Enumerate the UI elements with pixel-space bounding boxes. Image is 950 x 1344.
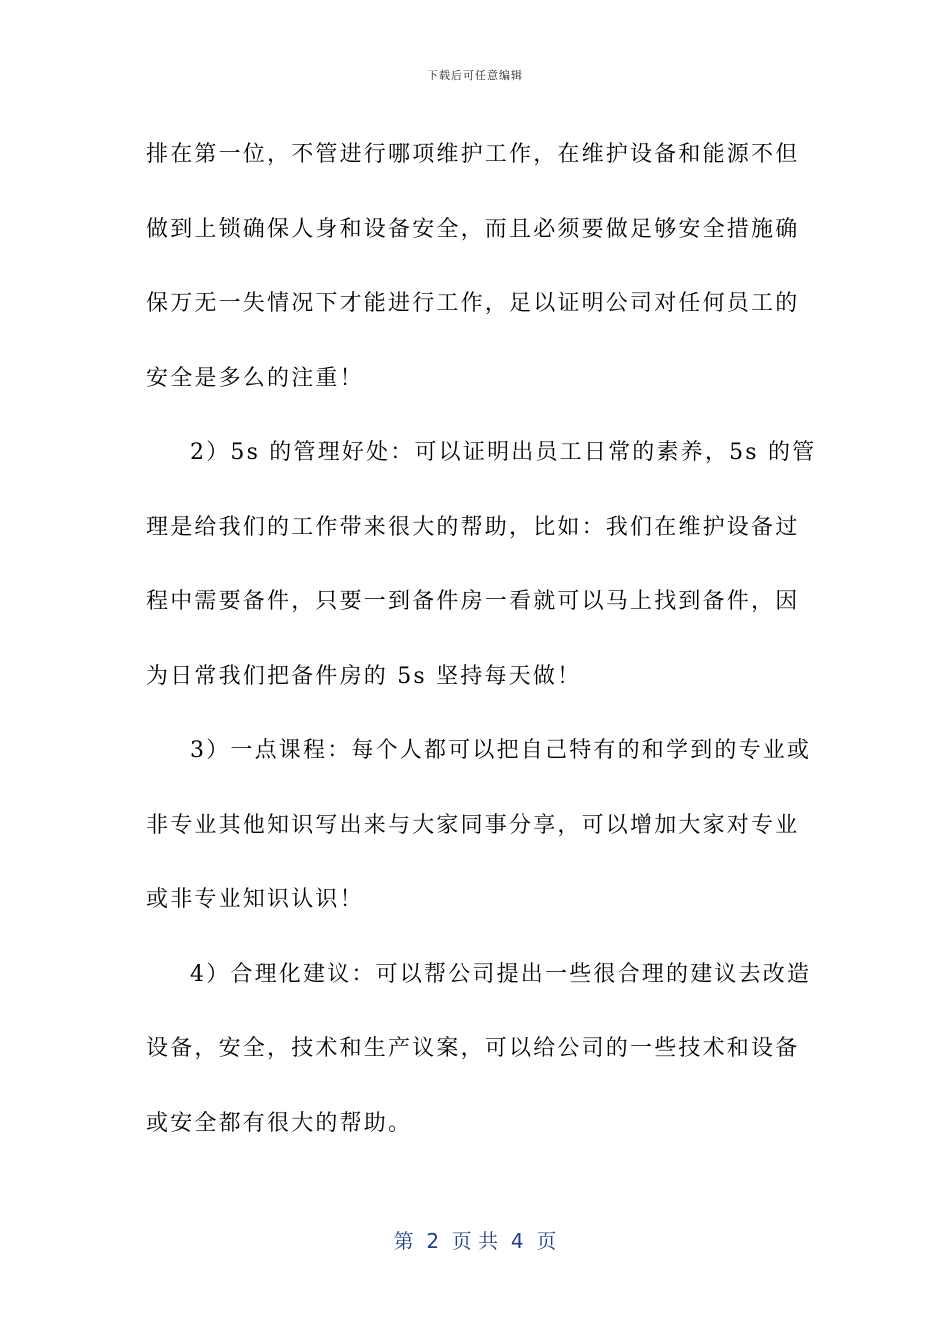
text-line: 排在第一位，不管进行哪项维护工作，在维护设备和能源不但: [146, 142, 800, 167]
text-line: 理是给我们的工作带来很大的帮助，比如：我们在维护设备过: [146, 514, 800, 540]
paragraph-2: [146, 416, 817, 714]
text-line: 或非专业知识认识！: [146, 887, 364, 912]
text-line: 非专业其他知识写出来与大家同事分享，可以增加大家对专业: [146, 812, 800, 838]
text-line: 3）一点课程：每个人都可以把自己特有的和学到的专业或: [190, 738, 812, 763]
text-line: 安全是多么的注重！: [146, 365, 364, 391]
paragraph-1: [146, 118, 806, 416]
text-line: 或安全都有很大的帮助。: [146, 1110, 413, 1136]
text-line: 为日常我们把备件房的 5s 坚持每天做！: [146, 663, 582, 689]
body-text: [146, 118, 817, 1161]
text-line: 保万无一失情况下才能进行工作，足以证明公司对任何员工的: [146, 291, 800, 316]
page-header: 下载后可任意编辑: [427, 69, 523, 82]
text-line: 设备，安全，技术和生产议案，可以给公司的一些技术和设备: [146, 1036, 800, 1061]
paragraph-3: [146, 714, 812, 938]
text-line: 程中需要备件，只要一到备件房一看就可以马上找到备件，因: [146, 589, 800, 614]
text-line: 做到上锁确保人身和设备安全，而且必须要做足够安全措施确: [146, 216, 800, 242]
paragraph-4: [146, 938, 812, 1162]
text-line: 4）合理化建议：可以帮公司提出一些很合理的建议去改造: [190, 961, 812, 987]
page-footer: 第 2 页 共 4 页: [393, 1229, 557, 1253]
text-line: 2）5s 的管理好处：可以证明出员工日常的素养，5s 的管: [190, 440, 817, 465]
